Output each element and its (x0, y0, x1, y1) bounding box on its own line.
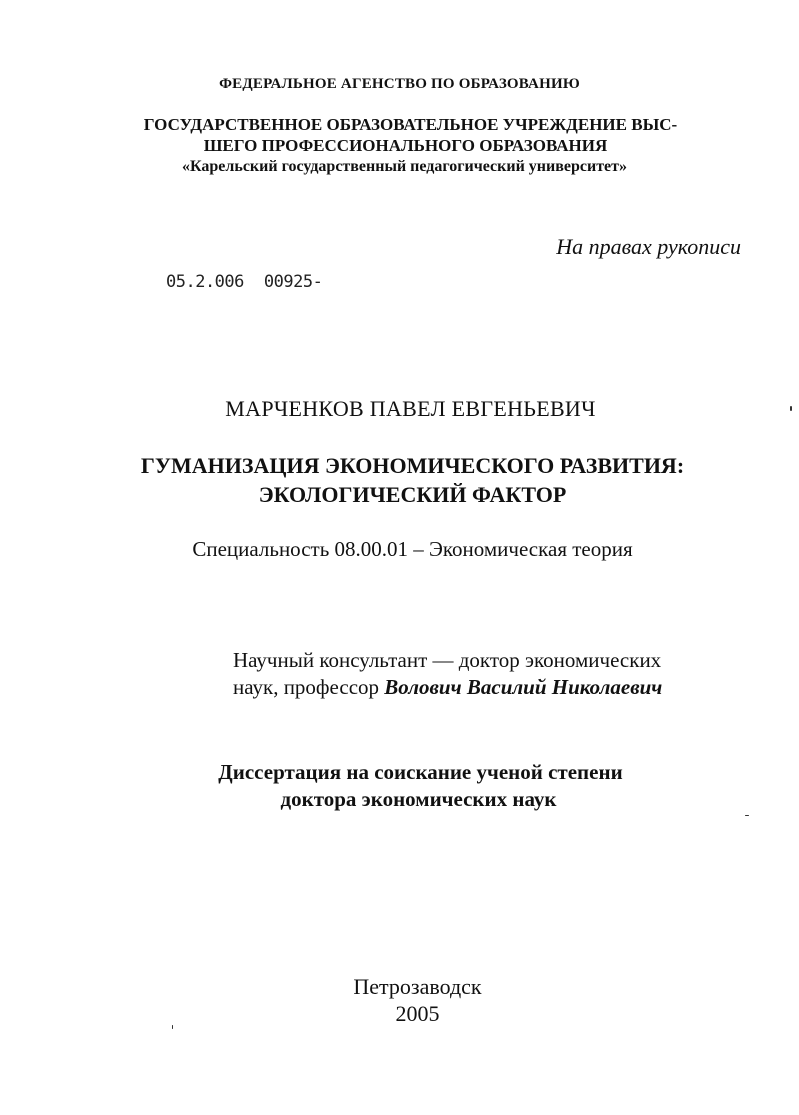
scan-speck (745, 815, 749, 816)
year: 2005 (395, 1001, 440, 1026)
city: Петрозаводск (353, 974, 482, 999)
scan-speck (172, 1025, 173, 1029)
scan-speck (790, 406, 792, 411)
rights-note: На правах рукописи (556, 234, 741, 259)
degree-line-2: доктора экономических наук (280, 787, 557, 811)
institution-line-1: ГОСУДАРСТВЕННОЕ ОБРАЗОВАТЕЛЬНОЕ УЧРЕЖДЕНИЕ ВЫС- (143, 115, 678, 134)
institution-name: «Карельский государственный педагогический университет» (181, 158, 628, 175)
stamp-code-part1: 05.2.006 (166, 272, 244, 292)
specialty-line: Специальность 08.00.01 – Экономическая теория (192, 537, 633, 561)
agency-heading: ФЕДЕРАЛЬНОЕ АГЕНСТВО ПО ОБРАЗОВАНИЮ (219, 76, 580, 92)
institution-line-2: ШЕГО ПРОФЕССИОНАЛЬНОГО ОБРАЗОВАНИЯ (203, 136, 608, 155)
library-stamp (166, 272, 322, 292)
consultant-line-1: Научный консультант — доктор экономических (233, 648, 662, 672)
consultant-title: наук, профессор (233, 675, 385, 699)
consultant-name: Волович Василий Николаевич (384, 675, 663, 699)
dissertation-title-line-2: ЭКОЛОГИЧЕСКИЙ ФАКТОР (258, 482, 567, 507)
dissertation-title-line-1: ГУМАНИЗАЦИЯ ЭКОНОМИЧЕСКОГО РАЗВИТИЯ: (140, 453, 685, 478)
degree-line-1: Диссертация на соискание ученой степени (218, 760, 623, 784)
author-name: МАРЧЕНКОВ ПАВЕЛ ЕВГЕНЬЕВИЧ (225, 396, 596, 421)
consultant-line-2 (233, 675, 662, 700)
stamp-code-part2: 00925- (263, 272, 323, 292)
